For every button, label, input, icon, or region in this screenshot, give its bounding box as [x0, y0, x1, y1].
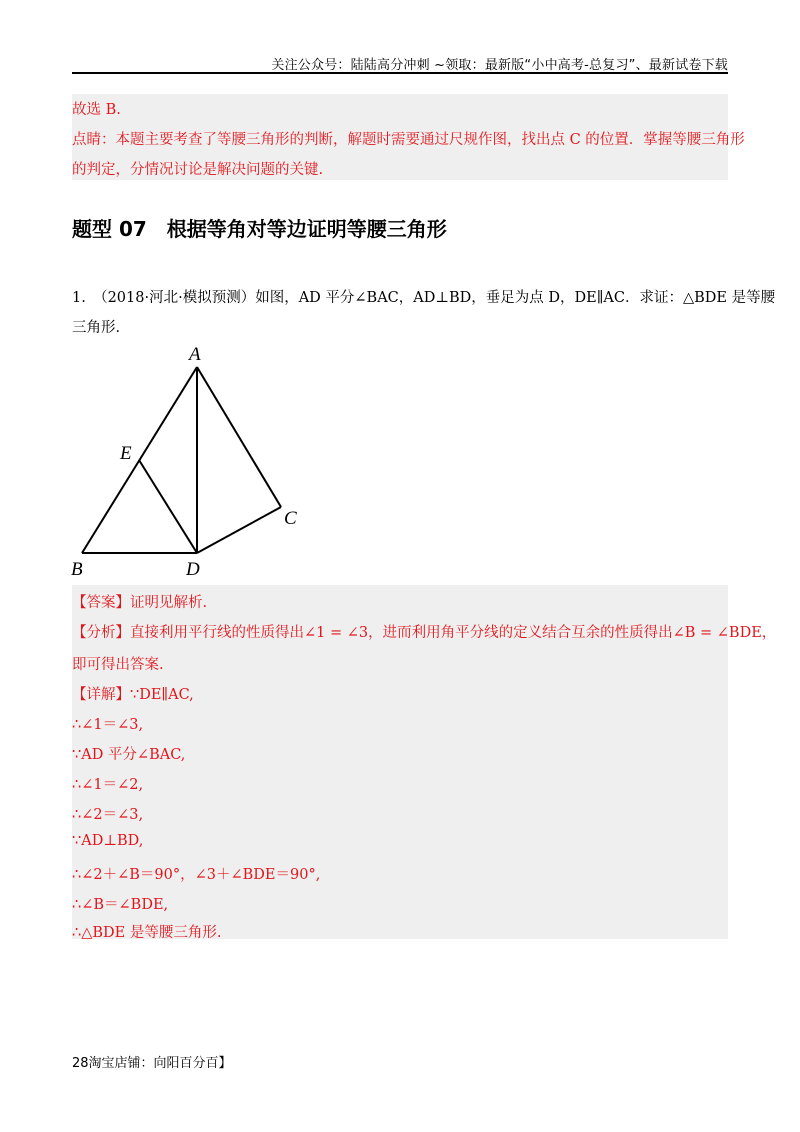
label-c: C — [284, 508, 297, 529]
detail-step-2: ∵AD 平分∠BAC, — [72, 747, 186, 763]
segment-ac — [197, 367, 281, 507]
answer-tag: 【答案】 — [72, 595, 130, 611]
top-line-3: 的判定，分情况讨论是解决问题的关键. — [72, 162, 324, 178]
detail-line — [72, 683, 194, 704]
label-d: D — [186, 559, 200, 580]
analysis-tag: 【分析】 — [72, 625, 130, 641]
segment-dc — [197, 507, 281, 553]
detail-step-7: ∴∠B＝∠BDE, — [72, 897, 169, 913]
answer-text: 证明见解析. — [130, 595, 208, 611]
detail-step-8: ∴△BDE 是等腰三角形. — [72, 925, 222, 941]
label-b: B — [71, 559, 83, 580]
analysis-line-1 — [72, 621, 776, 642]
header-rule — [72, 72, 728, 74]
analysis-line-2: 即可得出答案. — [72, 657, 164, 673]
detail-step-6: ∴∠2＋∠B＝90°，∠3＋∠BDE＝90°, — [72, 867, 321, 883]
detail-step-0: ∵DE∥AC, — [130, 687, 194, 703]
section-title: 题型 07 根据等角对等边证明等腰三角形 — [72, 217, 447, 241]
segment-ed — [139, 460, 197, 553]
detail-step-1: ∴∠1＝∠3, — [72, 717, 144, 733]
label-a: A — [189, 344, 201, 365]
problem-line-2: 三角形． — [72, 320, 130, 336]
top-line-1: 故选 B. — [72, 102, 121, 118]
page-footer: 28淘宝店铺：向阳百分百】 — [72, 1056, 232, 1071]
detail-step-5: ∵AD⊥BD, — [72, 833, 144, 849]
detail-tag: 【详解】 — [72, 687, 130, 703]
analysis-text-1: 直接利用平行线的性质得出∠1 = ∠3，进而利用角平分线的定义结合互余的性质得出∠B = ∠BDE， — [130, 625, 777, 641]
answer-line — [72, 591, 207, 612]
label-e: E — [120, 443, 132, 464]
detail-step-4: ∴∠2＝∠3, — [72, 807, 144, 823]
top-line-2: 点睛：本题主要考查了等腰三角形的判断，解题时需要通过尺规作图，找出点 C 的位置．掌握等腰三角形 — [72, 132, 745, 148]
page-header: 关注公众号：陆陆高分冲刺 ~领取：最新版“小中高考-总复习”、最新试卷下载 — [271, 58, 728, 73]
problem-line-1: 1. （2018·河北·模拟预测）如图，AD 平分∠BAC，AD⊥BD，垂足为点 D，DE∥AC．求证：△BDE 是等腰 — [72, 290, 776, 306]
triangle-figure — [66, 342, 326, 582]
detail-step-3: ∴∠1＝∠2, — [72, 777, 144, 793]
